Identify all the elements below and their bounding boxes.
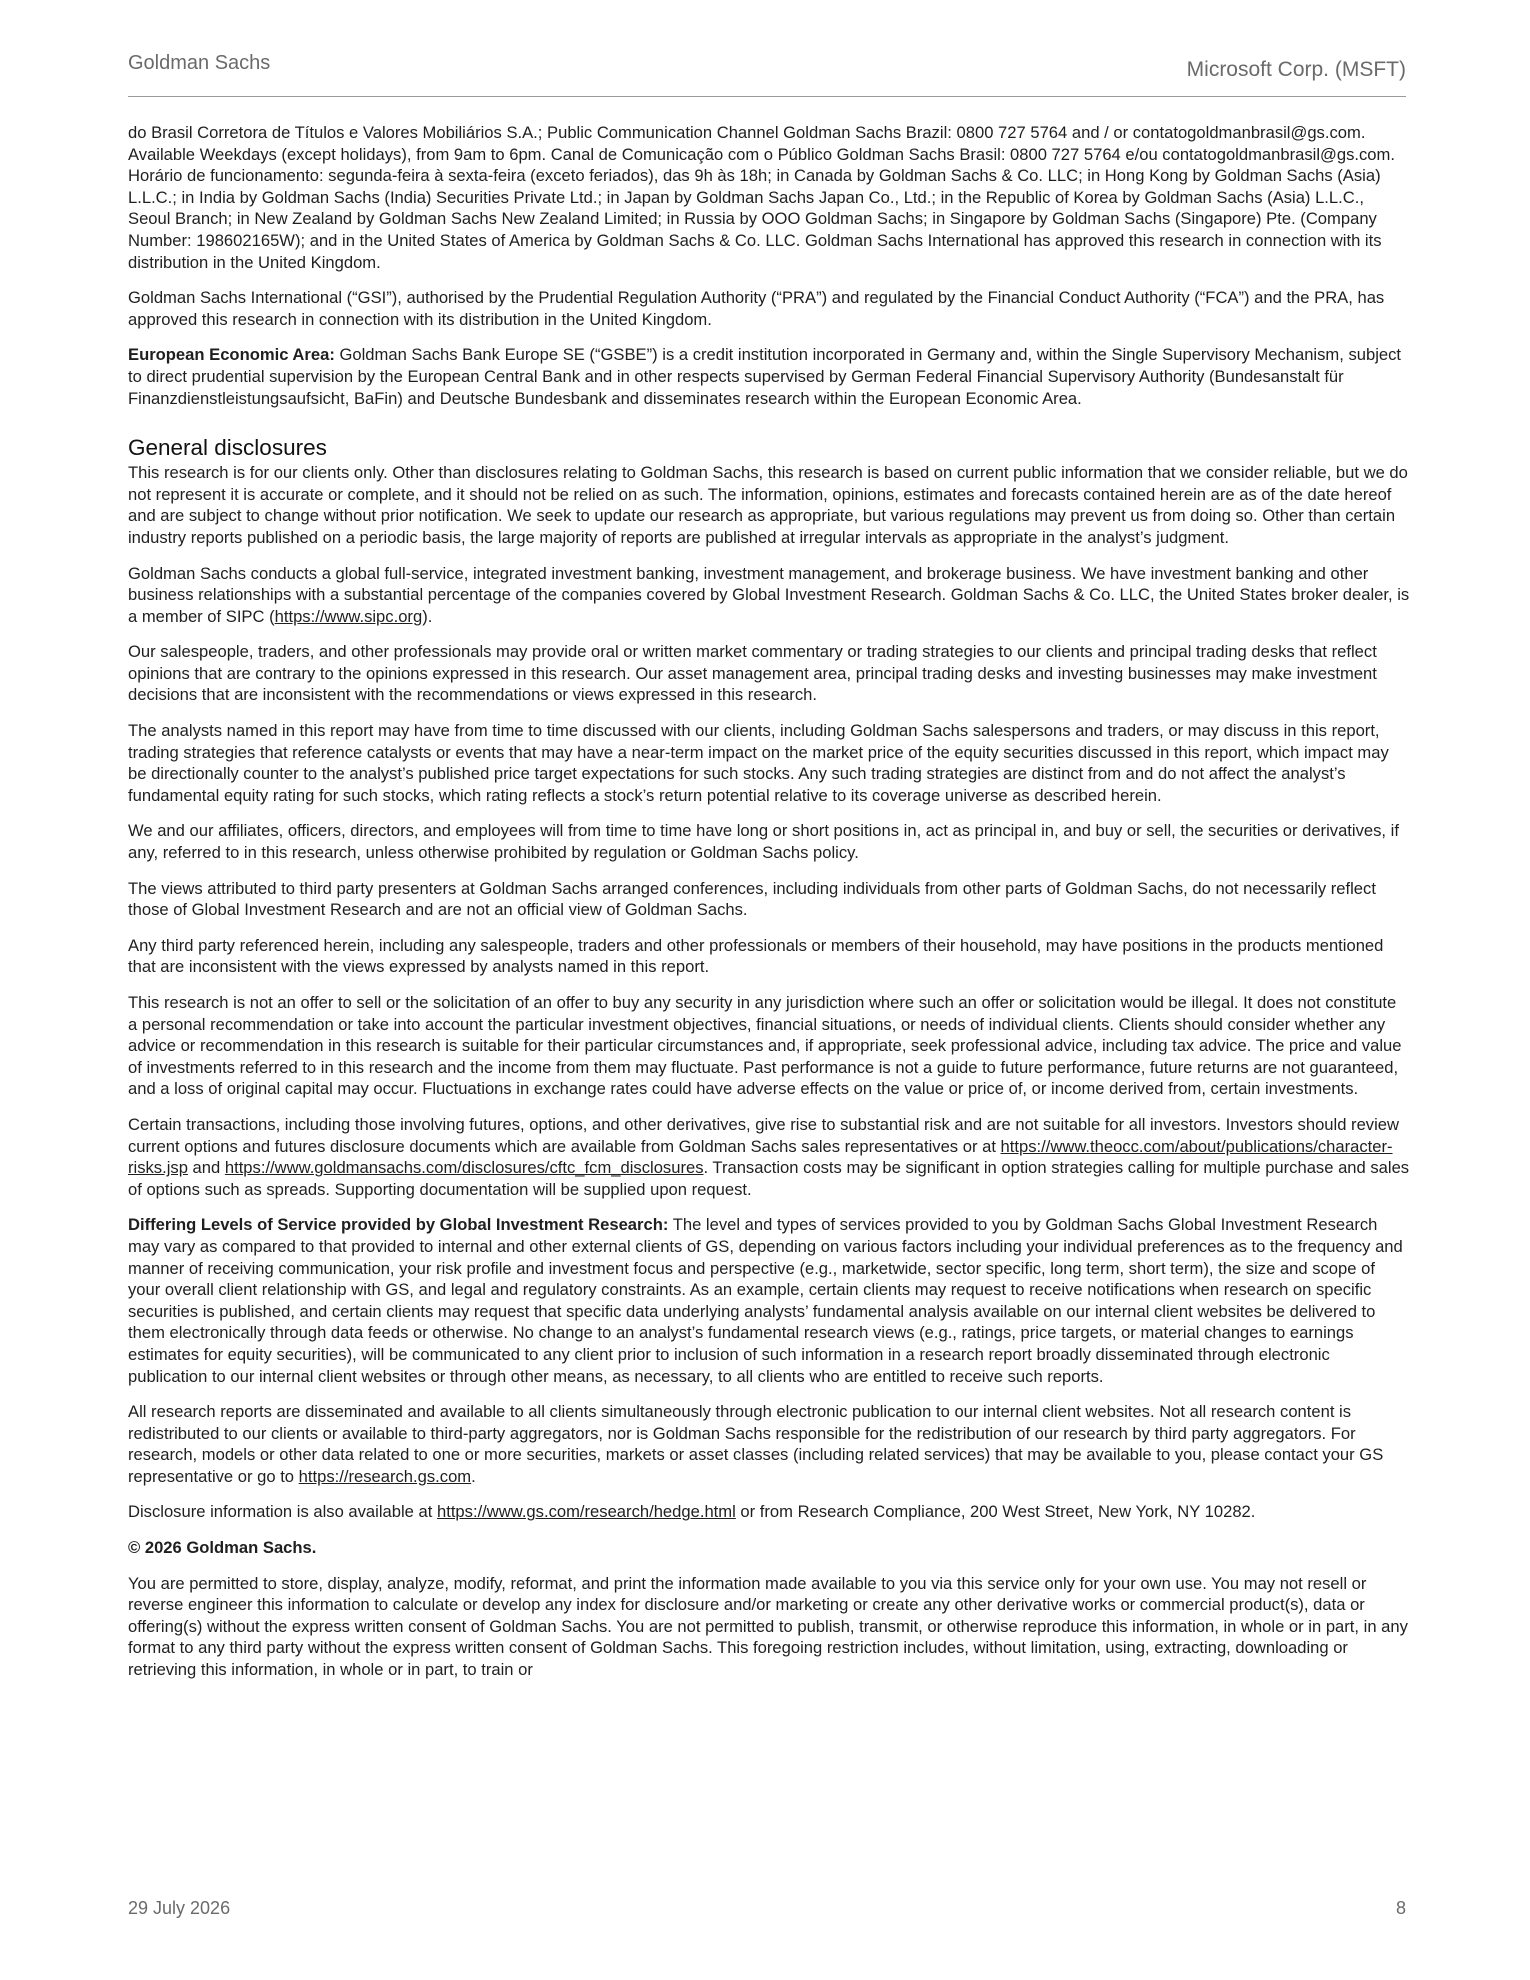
footer-date: 29 July 2026 — [128, 1898, 231, 1918]
distribution-paragraph: do Brasil Corretora de Títulos e Valores Mobiliários S.A.; Public Communication Channel Goldman Sachs Brazil: 0800 727 5764 and / or contatogoldmanbrasil@gs.com. Available Weekdays (except holidays), from 9am to 6pm. Canal de Comunicação com o Público Goldman Sachs Brasil: 0800 727 5764 e/ou contatogoldmanbrasil@gs.com. Horário de funcionamento: segunda-feira à sexta-feira (exceto feriados), das 9h às 18h; in Canada by Goldman Sachs & Co. LLC; in Hong Kong by Goldman Sachs (Asia) L.L.C.; in India by Goldman Sachs (India) Securities Private Ltd.; in Japan by Goldman Sachs Japan Co., Ltd.; in the Republic of Korea by Goldman Sachs (Asia) L.L.C., Seoul Branch; in New Zealand by Goldman Sachs New Zealand Limited; in Russia by OOO Goldman Sachs; in Singapore by Goldman Sachs (Singapore) Pte. (Company Number: 198602165W); and in the United States of America by Goldman Sachs & Co. LLC. Goldman Sachs International has approved this research in connection with its distribution in the United Kingdom. — [128, 123, 1395, 272]
page-header — [128, 52, 1406, 97]
general-paragraph-13: You are permitted to store, display, analyze, modify, reformat, and print the information made available to you via this service only for your own use. You may not resell or reverse engineer this information to calculate or develop any index for disclosure and/or marketing or create any other derivative works or commercial product(s), data or offering(s) without the express written consent of Goldman Sachs. You are not permitted to publish, transmit, or otherwise reproduce this information, in whole or in part, in any format to any third party without the express written consent of Goldman Sachs. This foregoing restriction includes, without limitation, using, extracting, downloading or retrieving this information, in whole or in part, to train or — [128, 1573, 1408, 1680]
eea-text: Goldman Sachs Bank Europe SE (“GSBE”) is a credit institution incorporated in Germany and, within the Single Supervisory Mechanism, subject to direct prudential supervision by the European Central Bank and in other respects supervised by German Federal Financial Supervisory Authority (Bundesanstalt für Finanzdienstleistungsaufsicht, BaFin) and Deutsche Bundesbank and disseminates research within the European Economic Area. — [128, 345, 1402, 408]
general-paragraph-2-text: Goldman Sachs conducts a global full-service, integrated investment banking, investment management, and brokerage business. We have investment banking and other business relationships with a substantial percentage of the companies covered by Global Investment Research. Goldman Sachs & Co. LLC, the United States broker dealer, is a member of SIPC ( — [128, 563, 1410, 626]
general-paragraph-6: The views attributed to third party presenters at Goldman Sachs arranged conferences, including individuals from other parts of Goldman Sachs, do not necessarily reflect those of Global Investment Research and are not an official view of Goldman Sachs. — [128, 878, 1376, 920]
general-paragraph-11 — [128, 1401, 1410, 1487]
general-paragraph-1: This research is for our clients only. Other than disclosures relating to Goldman Sachs, this research is based on current public information that we consider reliable, but we do not represent it is accurate or complete, and it should not be relied on as such. The information, opinions, estimates and forecasts contained herein are as of the date hereof and are subject to change without prior notification. We seek to update our research as appropriate, but various regulations may prevent us from doing so. Other than certain industry reports published on a periodic basis, the large majority of reports are published at irregular intervals as appropriate in the analyst’s judgment. — [128, 463, 1408, 547]
general-paragraph-7: Any third party referenced herein, including any salespeople, traders and other professionals or members of their household, may have positions in the products mentioned that are inconsistent with the views expressed by analysts named in this report. — [128, 935, 1384, 977]
general-paragraph-12-end: or from Research Compliance, 200 West Street, New York, NY 10282. — [735, 1502, 1256, 1522]
general-paragraph-9-and: and — [187, 1158, 225, 1178]
company-ticker: Microsoft Corp. (MSFT) — [1186, 58, 1406, 81]
general-paragraph-11-text: All research reports are disseminated and available to all clients simultaneously through electronic publication to our internal client websites. Not all research content is redistributed to our clients or available to third-party aggregators, nor is Goldman Sachs responsible for the redistribution of our research by third party aggregators. For research, models or other data related to one or more securities, markets or asset classes (including related services) that may be available to you, please contact your GS representative or go to — [128, 1402, 1384, 1486]
sipc-link[interactable]: https://www.sipc.org — [274, 606, 423, 626]
general-paragraph-12-text: Disclosure information is also available at — [128, 1502, 437, 1522]
page-number: 8 — [1395, 1898, 1406, 1918]
gsi-paragraph: Goldman Sachs International (“GSI”), authorised by the Prudential Regulation Authority (“PRA”) and regulated by the Financial Conduct Authority (“FCA”) and the PRA, has approved this research in connection with its distribution in the United Kingdom. — [128, 288, 1385, 329]
brand-name: Goldman Sachs — [128, 52, 271, 74]
general-paragraph-8: This research is not an offer to sell or the solicitation of an offer to buy any security in any jurisdiction where such an offer or solicitation would be illegal. It does not constitute a personal recommendation or take into account the particular investment objectives, financial situations, or needs of individual clients. Clients should consider whether any advice or recommendation in this research is suitable for their particular circumstances and, if appropriate, seek professional advice, including tax advice. The price and value of investments referred to in this research and the income from them may fluctuate. Past performance is not a guide to future performance, future returns are not guaranteed, and a loss of original capital may occur. Fluctuations in exchange rates could have adverse effects on the value or price of, or income derived from, certain investments. — [128, 993, 1402, 1099]
eea-label: European Economic Area: — [128, 345, 335, 365]
general-paragraph-11-end: . — [471, 1466, 476, 1486]
copyright-text: © 2026 Goldman Sachs. — [128, 1538, 317, 1558]
service-levels-text: The level and types of services provided to you by Goldman Sachs Global Investment Research may vary as compared to that provided to internal and other external clients of GS, depending on various factors including your individual preferences as to the frequency and manner of receiving communication, your risk profile and investment focus and perspective (e.g., marketwide, sector specific, long term, short term), the size and scope of your overall client relationship with GS, and legal and regulatory constraints. As an example, certain clients may request to receive notifications when research on specific securities is published, and certain clients may request that specific data underlying analysts’ fundamental analysis available on our internal client websites be delivered to them electronically through data feeds or otherwise. No change to an analyst’s fundamental research views (e.g., ratings, price targets, or material changes to earnings estimates for equity securities), will be communicated to any client prior to inclusion of such information in a research report broadly disseminated through electronic publication to our internal client websites or through other means, as necessary, to all clients who are entitled to receive such reports. — [128, 1215, 1403, 1386]
general-paragraph-9 — [128, 1114, 1410, 1200]
service-levels-paragraph — [128, 1214, 1410, 1387]
general-paragraph-5: We and our affiliates, officers, directors, and employees will from time to time have long or short positions in, act as principal in, and buy or sell, the securities or derivatives, if any, referred to in this research, unless otherwise prohibited by regulation or Goldman Sachs policy. — [128, 821, 1399, 863]
general-paragraph-9-text: Certain transactions, including those involving futures, options, and other derivatives, give rise to substantial risk and are not suitable for all investors. Investors should review current options and futures disclosure documents which are available from Goldman Sachs sales representatives or at — [128, 1114, 1400, 1156]
service-levels-label: Differing Levels of Service provided by Global Investment Research: — [128, 1215, 669, 1235]
general-paragraph-12 — [128, 1501, 1410, 1523]
copyright-line — [128, 1537, 1410, 1559]
occ-risks-link[interactable]: https://www.theocc.com/about/publications/character-risks.jsp — [128, 1136, 1393, 1178]
general-paragraph-3: Our salespeople, traders, and other professionals may provide oral or written market commentary or trading strategies to our clients and principal trading desks that reflect opinions that are contrary to the opinions expressed in this research. Our asset management area, principal trading desks and investing businesses may make investment decisions that are inconsistent with the recommendations or views expressed in this research. — [128, 642, 1377, 705]
eea-paragraph — [128, 344, 1410, 409]
cftc-disclosures-link[interactable]: https://www.goldmansachs.com/disclosures/cftc_fcm_disclosures — [224, 1158, 704, 1178]
general-paragraph-9-end: . Transaction costs may be significant in option strategies calling for multiple purchase and sales of options such as spreads. Supporting documentation will be supplied upon request. — [128, 1158, 1410, 1199]
research-gs-link[interactable]: https://research.gs.com — [298, 1466, 472, 1486]
general-paragraph-2 — [128, 563, 1410, 628]
general-paragraph-2-end: ). — [422, 606, 433, 626]
general-paragraph-4: The analysts named in this report may have from time to time discussed with our clients, including Goldman Sachs salespersons and traders, or may discuss in this report, trading strategies that reference catalysts or events that may have a near-term impact on the market price of the equity securities discussed in this report, which impact may be directionally counter to the analyst’s published price target expectations for such stocks. Any such trading strategies are distinct from and do not affect the analyst’s fundamental equity rating for such stocks, which rating reflects a stock’s return potential relative to its coverage universe as described herein. — [128, 721, 1389, 805]
general-disclosures-heading: General disclosures — [128, 435, 327, 461]
hedge-disclosure-link[interactable]: https://www.gs.com/research/hedge.html — [436, 1502, 736, 1522]
disclosure-body — [128, 122, 1410, 1695]
